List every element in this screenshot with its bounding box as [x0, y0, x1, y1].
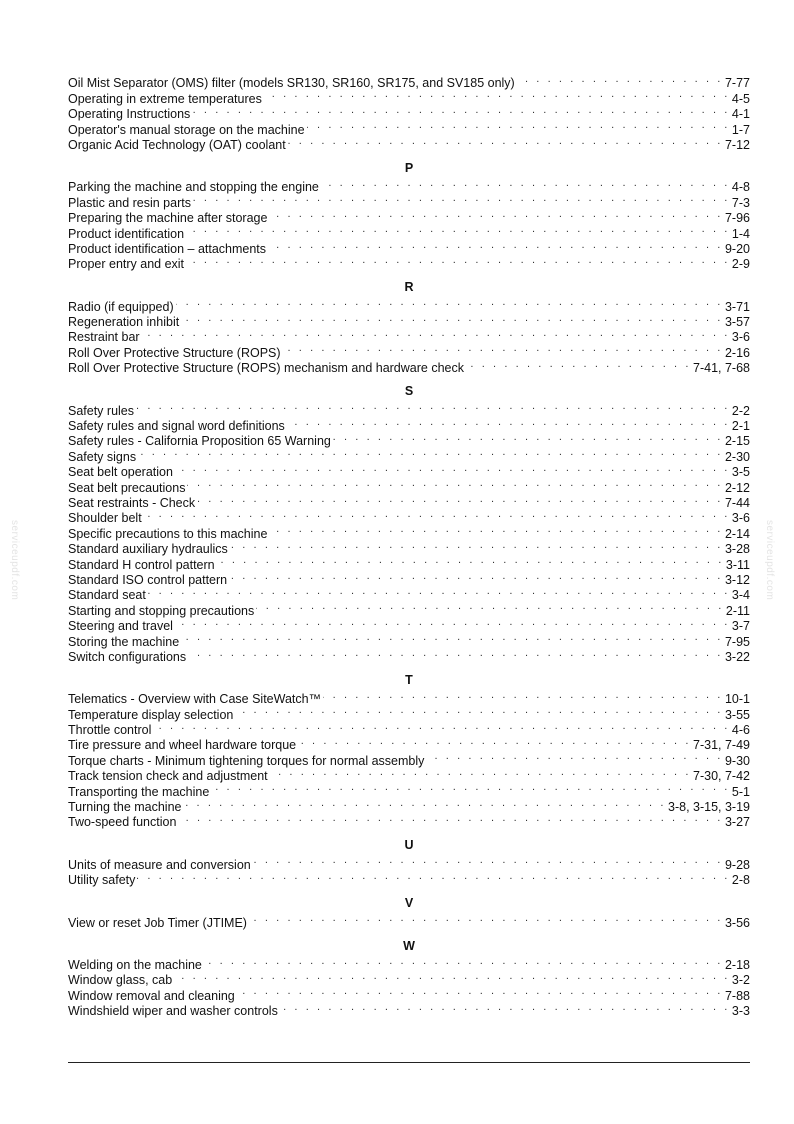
section-letter: V: [404, 896, 414, 911]
dot-leader: [426, 749, 723, 764]
dot-leader: [269, 522, 723, 537]
index-entry[interactable]: [68, 853, 750, 872]
entry-page-number: 1-4: [731, 226, 750, 241]
section-letter: P: [404, 160, 414, 175]
dot-leader: [333, 430, 723, 445]
entry-label: Preparing the machine after storage: [68, 211, 268, 226]
dot-leader: [268, 238, 723, 253]
entry-page-number: 3-3: [731, 1004, 750, 1019]
entry-page-number: 2-16: [724, 345, 750, 360]
index-entry[interactable]: [68, 72, 750, 91]
index-entry[interactable]: [68, 326, 750, 345]
dot-leader: [148, 584, 730, 599]
entry-label: Seat belt precautions: [68, 480, 186, 495]
dot-leader: [323, 688, 723, 703]
entry-page-number: 3-5: [731, 465, 750, 480]
entry-page-number: 3-2: [731, 973, 750, 988]
entry-page-number: 7-44: [724, 495, 750, 510]
entry-page-number: 2-8: [731, 873, 750, 888]
entry-label: Temperature display selection: [68, 707, 234, 722]
index-entry[interactable]: [68, 869, 750, 888]
entry-page-number: 7-95: [724, 634, 750, 649]
entry-label: Product identification – attachments: [68, 241, 267, 256]
dot-leader: [253, 853, 723, 868]
entry-page-number: 9-30: [724, 753, 750, 768]
entry-label: Roll Over Protective Structure (ROPS) mechanism and hardware check: [68, 361, 464, 376]
index-entry[interactable]: [68, 445, 750, 464]
entry-label: Tire pressure and wheel hardware torque: [68, 738, 297, 753]
index-entry[interactable]: [68, 399, 750, 418]
dot-leader: [184, 796, 667, 811]
entry-label: Safety signs: [68, 449, 137, 464]
entry-page-number: 3-11: [725, 557, 750, 572]
dot-leader: [193, 191, 730, 206]
entry-label: Switch configurations: [68, 649, 187, 664]
dot-leader: [197, 492, 723, 507]
alphabetical-index: [68, 72, 750, 1019]
section-letter: S: [404, 384, 414, 399]
entry-page-number: 2-15: [724, 434, 750, 449]
entry-label: Two-speed function: [68, 815, 177, 830]
entry-label: Operator's manual storage on the machine: [68, 122, 305, 137]
entry-label: Restraint bar: [68, 330, 140, 345]
dot-leader: [256, 599, 724, 614]
entry-page-number: 3-12: [724, 572, 750, 587]
dot-leader: [283, 341, 723, 356]
section-letter: U: [404, 838, 414, 853]
dot-leader: [269, 207, 723, 222]
entry-label: Units of measure and conversion: [68, 857, 251, 872]
entry-label: Regeneration inhibit: [68, 315, 180, 330]
entry-page-number: 7-41, 7-68: [693, 361, 750, 376]
entry-page-number: 4-8: [731, 180, 750, 195]
entry-page-number: 2-2: [731, 403, 750, 418]
entry-label: Track tension check and adjustment: [68, 769, 268, 784]
entry-page-number: 7-77: [724, 76, 750, 91]
entry-label: Specific precautions to this machine: [68, 526, 268, 541]
entry-label: Safety rules - California Proposition 65 Warning: [68, 434, 331, 449]
dot-leader: [204, 954, 723, 969]
entry-page-number: 3-6: [731, 330, 750, 345]
index-entry[interactable]: [68, 415, 750, 434]
dot-leader: [186, 253, 730, 268]
dot-leader: [188, 646, 723, 661]
dot-leader: [192, 103, 730, 118]
entry-label: Standard H control pattern: [68, 557, 215, 572]
dot-leader: [211, 780, 730, 795]
entry-page-number: 3-71: [724, 299, 750, 314]
entry-label: Welding on the machine: [68, 957, 202, 972]
entry-label: Safety rules: [68, 403, 135, 418]
entry-page-number: 2-18: [724, 957, 750, 972]
dot-leader: [137, 869, 730, 884]
dot-leader: [153, 719, 730, 734]
dot-leader: [181, 630, 723, 645]
entry-page-number: 4-6: [731, 723, 750, 738]
entry-label: Operating in extreme temperatures: [68, 91, 262, 106]
watermark-left: serviceupdf.com: [9, 520, 20, 601]
dot-leader: [298, 734, 691, 749]
entry-label: Parking the machine and stopping the engine: [68, 180, 319, 195]
dot-leader: [466, 357, 691, 372]
entry-label: Utility safety: [68, 873, 136, 888]
index-section-s: [68, 372, 750, 664]
dot-leader: [230, 538, 723, 553]
dot-leader: [270, 765, 691, 780]
dot-leader: [187, 476, 723, 491]
entry-label: Torque charts - Minimum tightening torques for normal assembly: [68, 753, 425, 768]
entry-page-number: 4-5: [731, 91, 750, 106]
section-letter: W: [403, 938, 415, 953]
dot-leader: [264, 87, 730, 102]
index-entry[interactable]: [68, 507, 750, 526]
index-section-p: [68, 149, 750, 272]
dot-leader: [181, 311, 723, 326]
dot-leader: [175, 461, 730, 476]
entry-page-number: 7-31, 7-49: [693, 738, 750, 753]
index-entry[interactable]: [68, 911, 750, 930]
dot-leader: [217, 553, 724, 568]
entry-label: Safety rules and signal word definitions: [68, 419, 285, 434]
entry-label: Seat belt operation: [68, 465, 173, 480]
entry-page-number: 3-7: [731, 619, 750, 634]
index-entry[interactable]: [68, 954, 750, 972]
section-spacer: [68, 884, 750, 896]
entry-label: Operating Instructions: [68, 107, 191, 122]
entry-page-number: 10-1: [724, 692, 750, 707]
entry-page-number: 3-6: [731, 511, 750, 526]
entry-label: Seat restraints - Check: [68, 495, 196, 510]
dot-leader: [288, 134, 723, 149]
entry-page-number: 3-28: [724, 542, 750, 557]
entry-page-number: 3-57: [724, 315, 750, 330]
dot-leader: [237, 984, 723, 999]
entry-label: Oil Mist Separator (OMS) filter (models SR130, SR160, SR175, and SV185 only): [68, 76, 515, 91]
index-section-u: [68, 826, 750, 888]
entry-label: Organic Acid Technology (OAT) coolant: [68, 137, 286, 152]
entry-page-number: 7-96: [724, 211, 750, 226]
entry-page-number: 3-8, 3-15, 3-19: [668, 800, 750, 815]
index-entry[interactable]: [68, 176, 750, 195]
entry-label: Starting and stopping precautions: [68, 603, 255, 618]
dot-leader: [307, 118, 730, 133]
entry-label: Turning the machine: [68, 800, 182, 815]
index-section-o-continued: [68, 72, 750, 152]
dot-leader: [144, 507, 730, 522]
entry-page-number: 3-4: [731, 588, 750, 603]
dot-leader: [138, 445, 723, 460]
dot-leader: [321, 176, 730, 191]
dot-leader: [229, 569, 723, 584]
index-entry[interactable]: [68, 584, 750, 603]
dot-leader: [235, 703, 723, 718]
entry-page-number: 9-28: [724, 857, 750, 872]
entry-label: Standard ISO control pattern: [68, 572, 228, 587]
footer-divider: [68, 1062, 750, 1063]
index-entry[interactable]: [68, 295, 750, 314]
index-entry[interactable]: [68, 599, 750, 618]
entry-page-number: 3-56: [724, 915, 750, 930]
entry-label: Standard seat: [68, 588, 146, 603]
index-section-w: [68, 927, 750, 1019]
index-section-r: [68, 268, 750, 376]
entry-page-number: 3-27: [724, 815, 750, 830]
entry-label: Window removal and cleaning: [68, 988, 235, 1003]
index-entry[interactable]: [68, 734, 750, 753]
index-entry[interactable]: [68, 719, 750, 738]
entry-page-number: 7-88: [724, 988, 750, 1003]
dot-leader: [517, 72, 723, 87]
entry-label: Steering and travel: [68, 619, 173, 634]
entry-page-number: 2-12: [724, 480, 750, 495]
entry-label: Window glass, cab: [68, 973, 173, 988]
entry-label: Radio (if equipped): [68, 299, 174, 314]
watermark-right: serviceupdf.com: [764, 520, 775, 601]
entry-label: Plastic and resin parts: [68, 195, 191, 210]
entry-page-number: 4-1: [731, 107, 750, 122]
entry-label: Windshield wiper and washer controls: [68, 1004, 278, 1019]
dot-leader: [186, 222, 730, 237]
index-section-t: [68, 661, 750, 830]
entry-page-number: 7-12: [724, 137, 750, 152]
entry-label: Roll Over Protective Structure (ROPS): [68, 345, 281, 360]
entry-label: Shoulder belt: [68, 511, 142, 526]
dot-leader: [142, 326, 730, 341]
entry-page-number: 2-11: [725, 603, 750, 618]
dot-leader: [287, 415, 730, 430]
entry-label: Telematics - Overview with Case SiteWatch™: [68, 692, 322, 707]
entry-label: Product identification: [68, 226, 185, 241]
entry-page-number: 2-1: [731, 419, 750, 434]
dot-leader: [136, 399, 730, 414]
entry-page-number: 3-22: [724, 649, 750, 664]
entry-label: Transporting the machine: [68, 784, 210, 799]
dot-leader: [174, 969, 730, 984]
dot-leader: [175, 615, 730, 630]
entry-page-number: 2-30: [724, 449, 750, 464]
entry-label: View or reset Job Timer (JTIME): [68, 915, 247, 930]
index-section-v: [68, 884, 750, 930]
entry-page-number: 7-3: [731, 195, 750, 210]
entry-page-number: 9-20: [724, 241, 750, 256]
entry-page-number: 5-1: [731, 784, 750, 799]
section-letter: R: [404, 280, 414, 295]
index-entry[interactable]: [68, 688, 750, 707]
dot-leader: [280, 1000, 730, 1015]
entry-page-number: 3-55: [724, 707, 750, 722]
entry-label: Proper entry and exit: [68, 257, 185, 272]
entry-page-number: 1-7: [731, 122, 750, 137]
entry-page-number: 7-30, 7-42: [693, 769, 750, 784]
entry-page-number: 2-9: [731, 257, 750, 272]
index-entry[interactable]: [68, 522, 750, 541]
entry-page-number: 2-14: [724, 526, 750, 541]
dot-leader: [249, 911, 723, 926]
entry-label: Standard auxiliary hydraulics: [68, 542, 228, 557]
index-entry[interactable]: [68, 341, 750, 360]
section-letter: T: [405, 672, 413, 687]
index-entry[interactable]: [68, 461, 750, 480]
entry-label: Throttle control: [68, 723, 152, 738]
dot-leader: [176, 295, 723, 310]
dot-leader: [178, 811, 723, 826]
entry-label: Storing the machine: [68, 634, 180, 649]
